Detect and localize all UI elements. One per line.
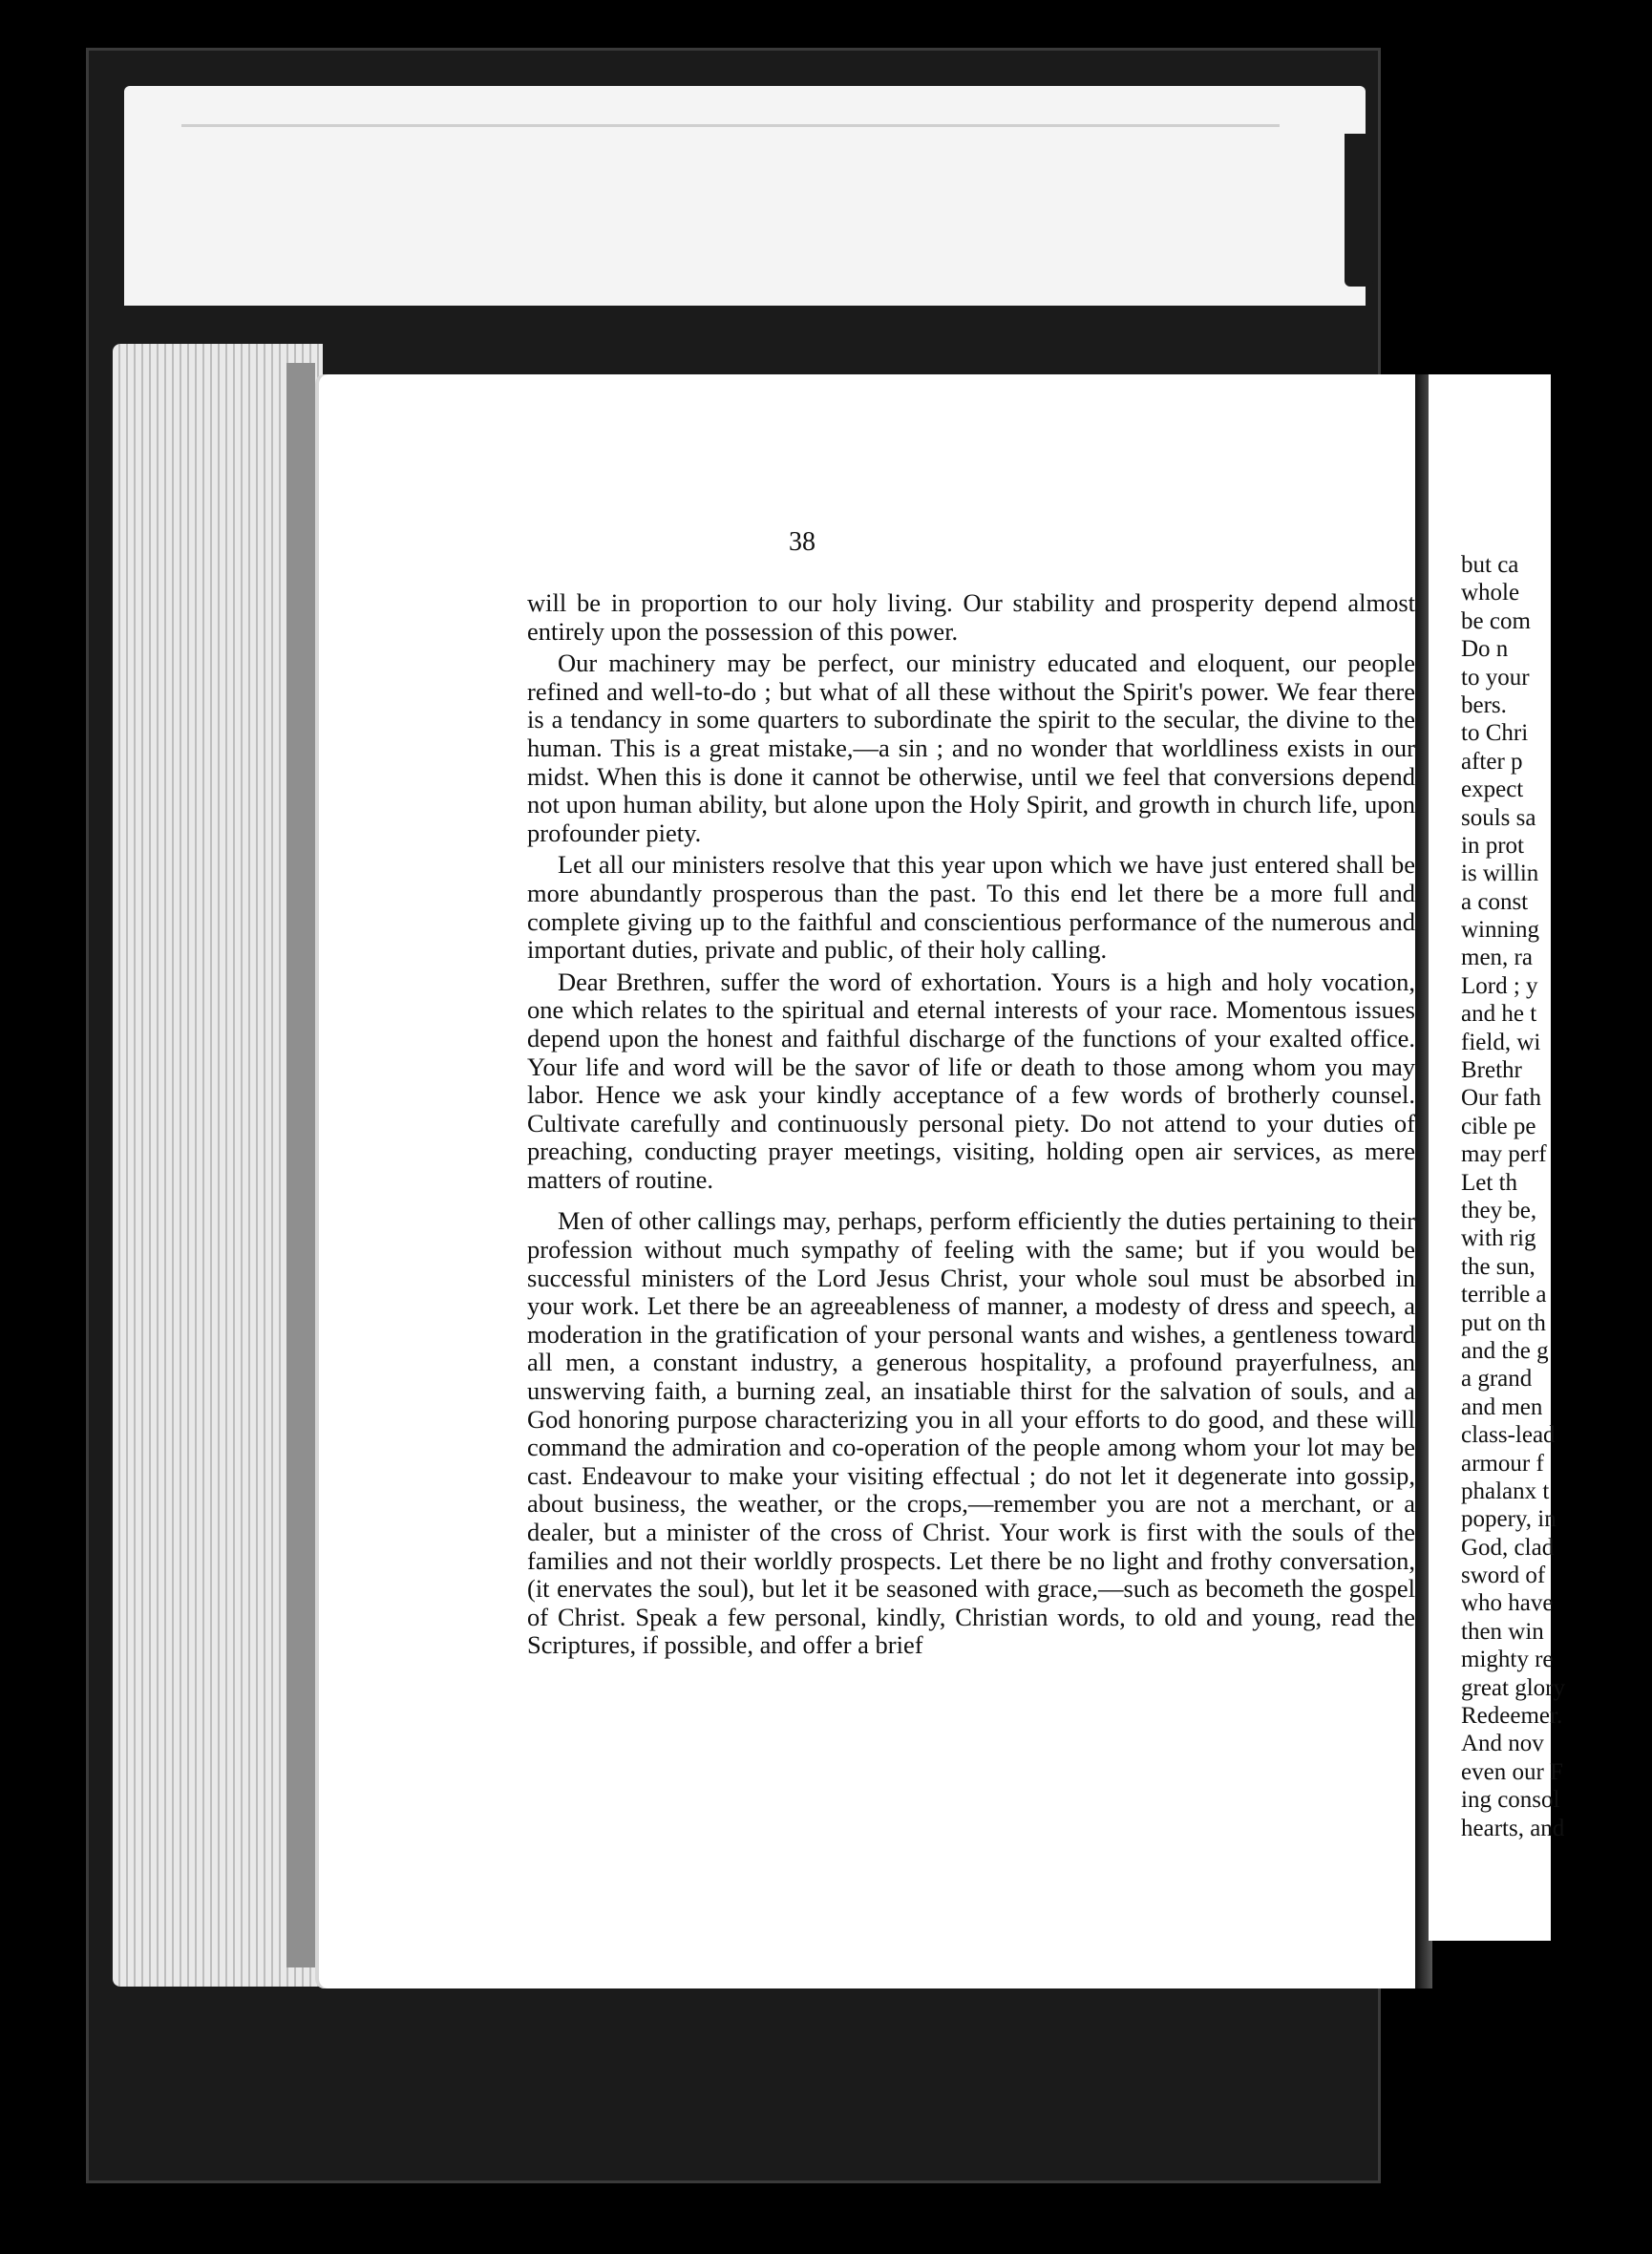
right-page-line: they be, bbox=[1461, 1197, 1537, 1223]
right-page-line: armour f bbox=[1461, 1450, 1544, 1477]
paragraph-2: Our machinery may be perfect, our ministry educated and eloquent, our people refined and well-to-do ; but what of all these without the Spirit's power. We fear there is a tendancy in some quarters to subordinate the spirit to the secular, the divine to the human. This is a great mistake,—a sin ; and no wonder that worldliness exists in our midst. When this is done it cannot be otherwise, until we feel that conversions depend not upon human ability, but alone upon the Holy Spirit, and growth in church life, upon profounder piety. bbox=[527, 649, 1415, 847]
right-page-line: who have bbox=[1461, 1590, 1554, 1617]
clip-mark bbox=[1345, 134, 1373, 287]
right-page-line: ing consol bbox=[1461, 1787, 1560, 1814]
right-page-line: Lord ; y bbox=[1461, 972, 1538, 999]
right-page-line: be com bbox=[1461, 607, 1531, 634]
right-page-line: Let th bbox=[1461, 1169, 1518, 1196]
right-page-line: expect bbox=[1461, 776, 1524, 803]
right-page-line: cible pe bbox=[1461, 1113, 1536, 1139]
right-page-line: even our F bbox=[1461, 1758, 1563, 1785]
page-stack-shadow bbox=[286, 363, 315, 1967]
right-page-line: is willin bbox=[1461, 861, 1539, 887]
right-page-text bbox=[1461, 551, 1652, 1842]
right-page-line: with rig bbox=[1461, 1225, 1536, 1252]
right-page-line: a grand bbox=[1461, 1366, 1533, 1393]
right-page-line: great glory bbox=[1461, 1674, 1565, 1701]
right-page-line: to your bbox=[1461, 664, 1530, 691]
right-page-line: And nov bbox=[1461, 1731, 1544, 1757]
right-page-line: sword of bbox=[1461, 1563, 1546, 1589]
right-page-line: bers. bbox=[1461, 691, 1507, 718]
right-page-line: put on th bbox=[1461, 1309, 1546, 1336]
right-page-line: but ca bbox=[1461, 552, 1519, 578]
right-page-line: terrible a bbox=[1461, 1282, 1547, 1308]
right-page-line: God, clad bbox=[1461, 1534, 1555, 1561]
left-page bbox=[315, 374, 1423, 1988]
page-number: 38 bbox=[789, 527, 815, 557]
right-page-line: Our fath bbox=[1461, 1085, 1541, 1112]
right-page-line: the sun, bbox=[1461, 1253, 1536, 1280]
right-page-line: a const bbox=[1461, 888, 1529, 915]
body-text bbox=[527, 589, 1415, 1664]
right-page-line: and men bbox=[1461, 1393, 1543, 1420]
paragraph-5: Men of other callings may, perhaps, perform efficiently the duties pertaining to their profession without much sympathy of feeling with the same; but if you would be successful ministers of the Lord Jesus Christ, your whole soul must be absorbed in your work. Let there be an agreeableness of manner, a modesty of dress and speech, a moderation in the gratification of your personal wants and wishes, a gentleness toward all men, a constant industry, a generous hospitality, a profound prayerfulness, an unswerving faith, a burning zeal, an insatiable thirst for the salvation of souls, and a God honoring purpose characterizing you in all your efforts to do good, and these will command the admiration and co-operation of the people among whom your lot may be cast. Endeavour to make your visiting effectual ; do not let it degenerate into gossip, about business, the weather, or the crops,—remember you are not a merchant, or a dealer, but a minister of the cross of Christ. Your work is first with the souls of the families and not their worldly prospects. Let there be no light and frothy conversation, (it enervates the soul), but let it be seasoned with grace,—such as becometh the gospel of Christ. Speak a few personal, kindly, Christian words, to old and young, read the Scriptures, if possible, and offer a brief bbox=[527, 1206, 1415, 1660]
right-page-line: whole bbox=[1461, 580, 1520, 606]
right-page-line: souls sa bbox=[1461, 804, 1536, 831]
right-page-line: in prot bbox=[1461, 832, 1524, 859]
right-page-line: men, ra bbox=[1461, 945, 1533, 971]
right-page-line: and he t bbox=[1461, 1001, 1537, 1028]
right-page-line: and the g bbox=[1461, 1337, 1549, 1364]
right-page-line: Redeemer. bbox=[1461, 1703, 1563, 1730]
right-page-line: Brethr bbox=[1461, 1057, 1522, 1084]
right-page-line: may perf bbox=[1461, 1141, 1547, 1168]
right-page-line: to Chri bbox=[1461, 720, 1529, 747]
right-page-line: phalanx t bbox=[1461, 1478, 1550, 1504]
paragraph-3: Let all our ministers resolve that this year upon which we have just entered shall be more abundantly prosperous than the past. To this end let there be a more full and complete giving up to the faithful and conscientious performance of the numerous and important duties, private and public, of their holy calling. bbox=[527, 850, 1415, 965]
right-page-line: hearts, and bbox=[1461, 1815, 1565, 1841]
page-block-top-edge bbox=[124, 86, 1366, 306]
paragraph-4: Dear Brethren, suffer the word of exhortation. Yours is a high and holy vocation, one which relates to the spiritual and eternal interests of your race. Momentous issues depend upon the honest and faithful discharge of the functions of your exalted office. Your life and word will be the savor of life or death to those among whom you may labor. Hence we ask your kindly acceptance of a few words of brotherly counsel. Cultivate carefully and continuously personal piety. Do not attend to your duties of preaching, conducting prayer meetings, visiting, holding open air services, as mere matters of routine. bbox=[527, 967, 1415, 1194]
right-page-line: class-lead bbox=[1461, 1422, 1556, 1449]
right-page-line: winning bbox=[1461, 917, 1539, 944]
right-page bbox=[1429, 374, 1565, 1941]
right-page-line: mighty re bbox=[1461, 1647, 1554, 1673]
right-page-line: Do n bbox=[1461, 636, 1509, 663]
right-page-line: popery, in bbox=[1461, 1506, 1557, 1533]
right-page-line: after p bbox=[1461, 748, 1523, 775]
right-page-line: field, wi bbox=[1461, 1029, 1541, 1055]
paragraph-1: will be in proportion to our holy living. Our stability and prosperity depend almost entirely upon the possession of this power. bbox=[527, 588, 1415, 646]
right-page-line: then win bbox=[1461, 1618, 1544, 1645]
